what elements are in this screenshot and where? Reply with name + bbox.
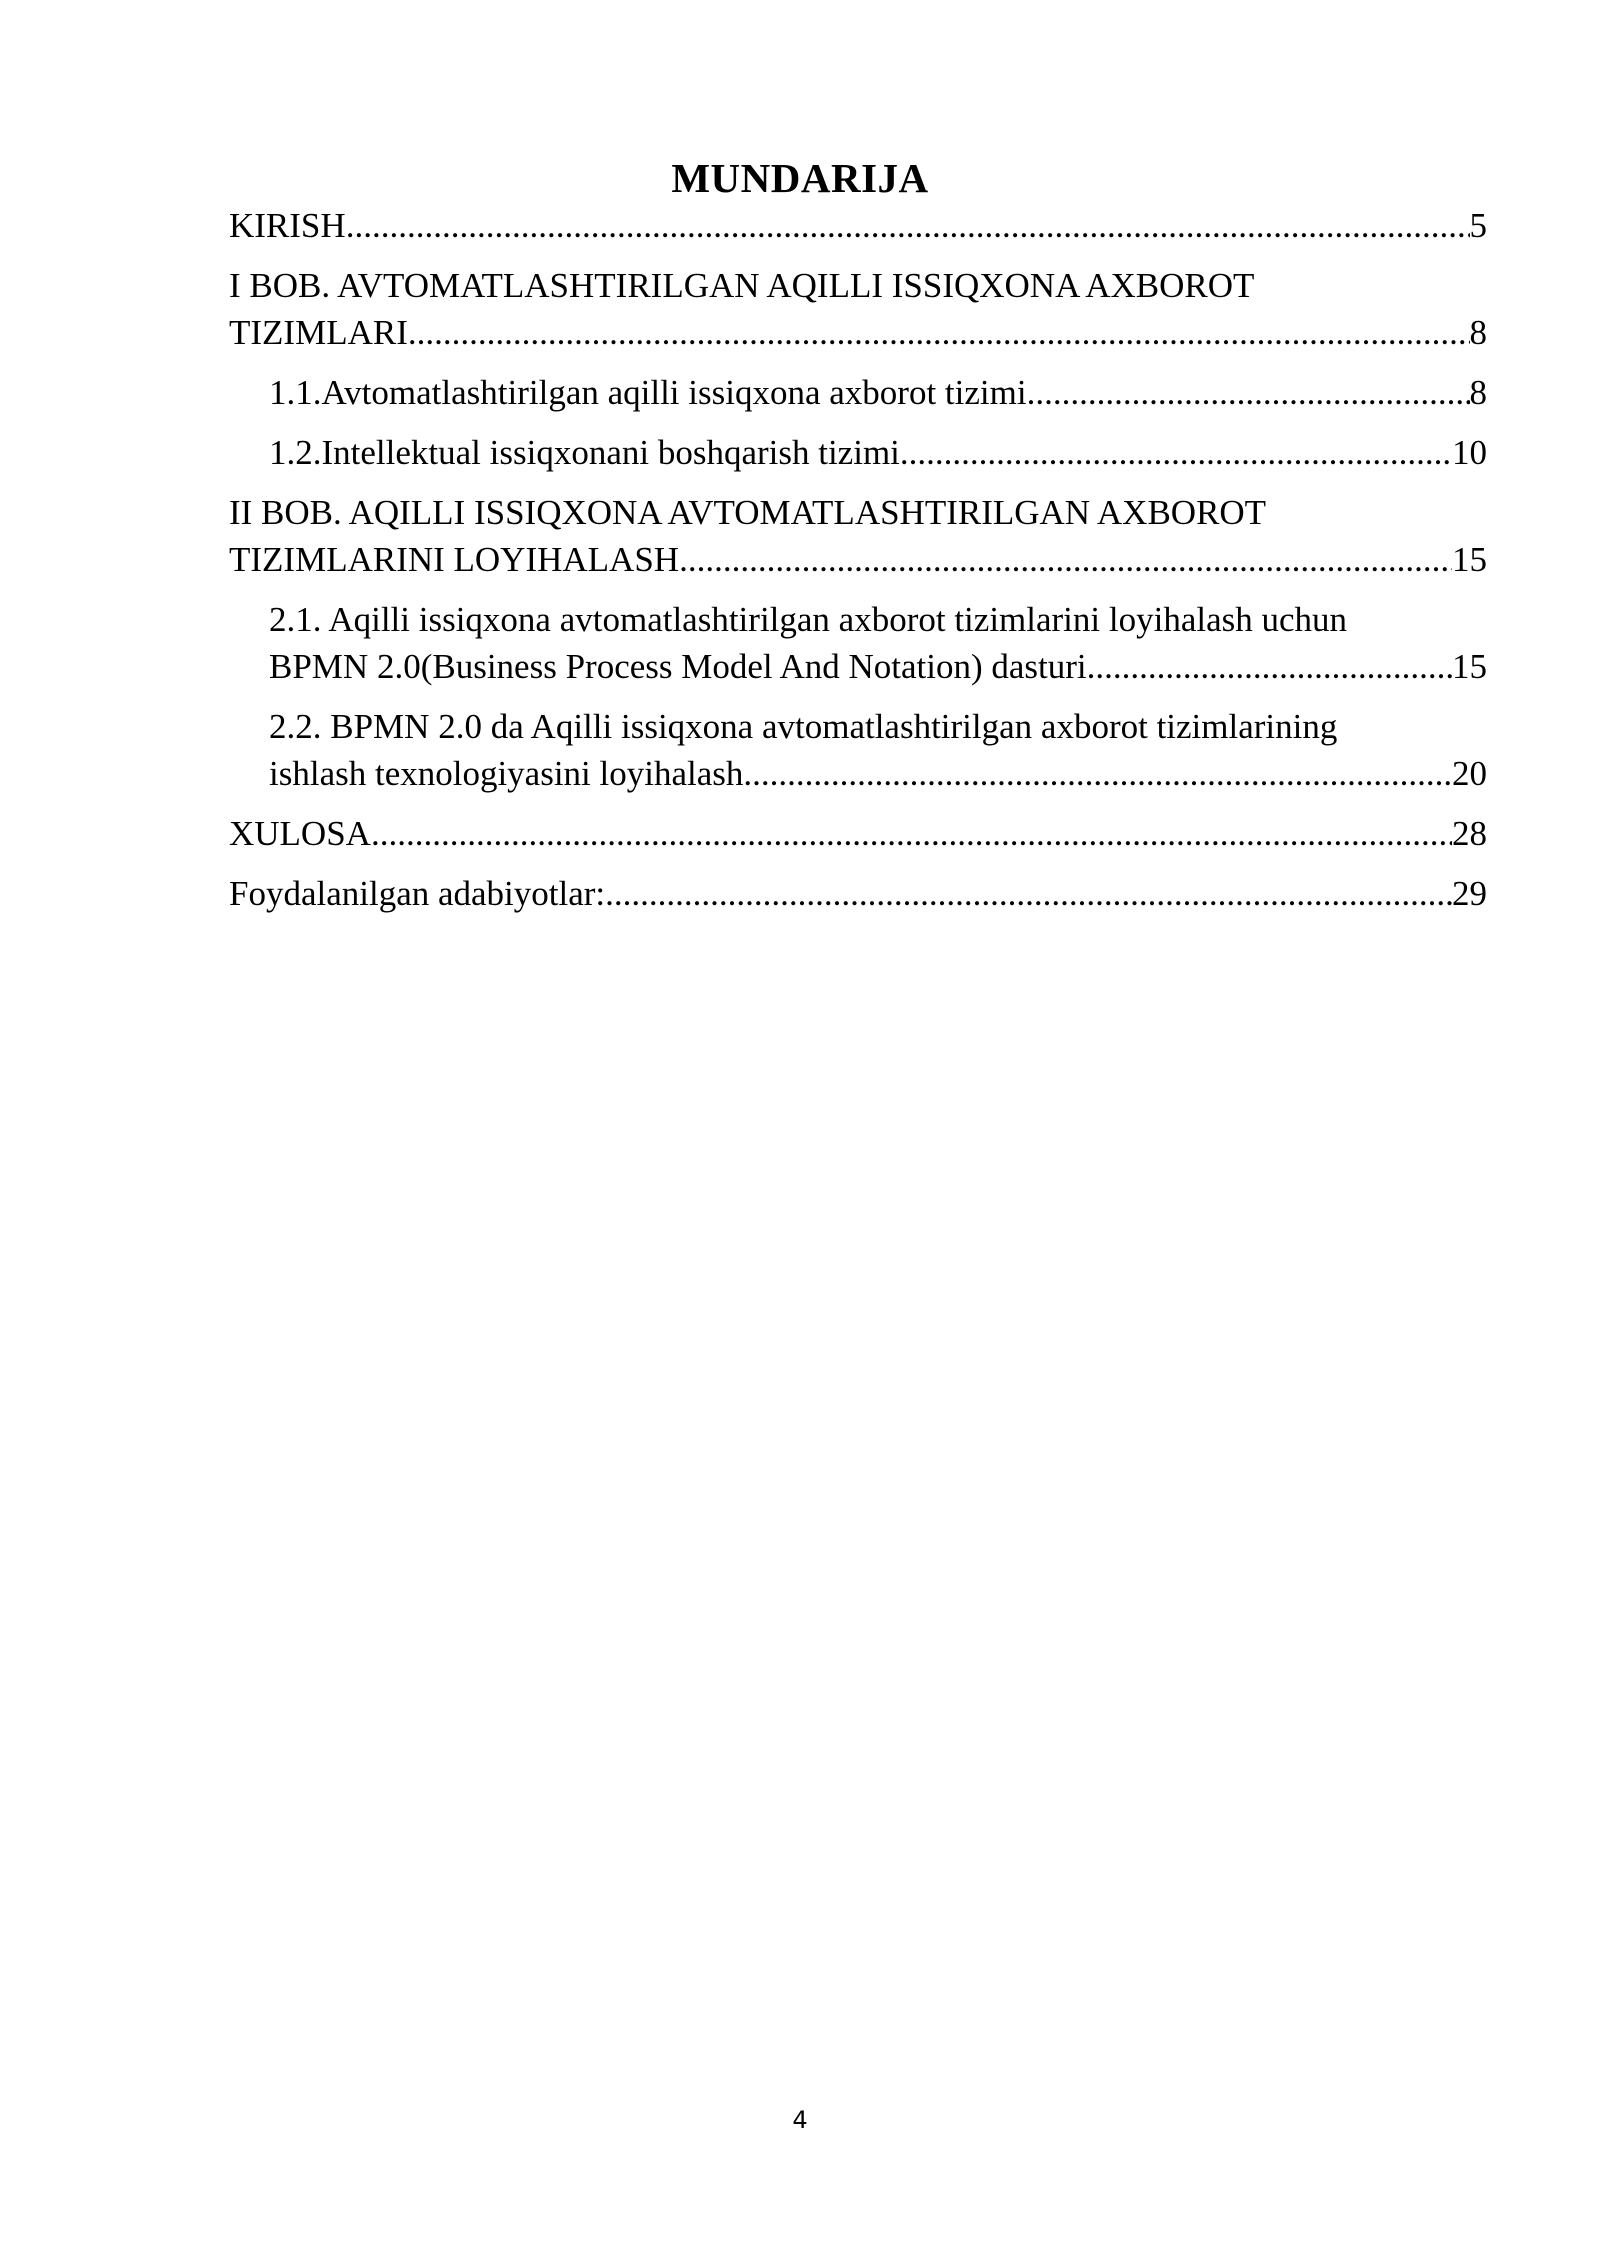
toc-entry-line [229, 536, 1487, 583]
dot-leader [346, 202, 1470, 249]
toc-entry-title-line: 2.2. BPMN 2.0 da Aqilli issiqxona avtomatlashtirilgan axborot tizimlarining [269, 707, 1338, 746]
toc-entry-title: TIZIMLARI [229, 313, 408, 352]
toc-entry-xulosa[interactable] [229, 810, 1487, 857]
toc-entry-section-2-1[interactable] [269, 596, 1487, 690]
toc-page-number: 10 [1452, 433, 1487, 472]
toc-entry-title: Foydalanilgan adabiyotlar: [229, 874, 606, 913]
toc-section-number: 1.1. [269, 373, 322, 412]
toc-page-number: 29 [1452, 874, 1487, 913]
toc-entry-title: TIZIMLARINI LOYIHALASH [229, 540, 680, 579]
dot-leader [605, 870, 1452, 917]
toc-entry-chapter-1[interactable] [229, 262, 1487, 356]
toc-entry-title: ishlash texnologiyasini loyihalash [269, 754, 744, 793]
toc-page-number: 15 [1452, 647, 1487, 686]
toc-entry-line [269, 643, 1487, 690]
toc-entry-section-1-1[interactable] [269, 369, 1487, 416]
page-title: MUNDARIJA [671, 155, 929, 201]
dot-leader [743, 750, 1452, 797]
toc-page-number: 28 [1452, 814, 1487, 853]
dot-leader [371, 810, 1452, 857]
dot-leader [408, 309, 1470, 356]
toc-entry-line [229, 202, 1487, 249]
toc-entry-section-1-2[interactable] [269, 429, 1487, 476]
dot-leader [900, 429, 1452, 476]
dot-leader [1087, 643, 1452, 690]
toc-entry-kirish[interactable] [229, 202, 1487, 249]
toc-entry-line [229, 810, 1487, 857]
toc-entry-title: BPMN 2.0(Business Process Model And Notation) dasturi [269, 647, 1087, 686]
toc-page-number: 8 [1469, 313, 1487, 352]
dot-leader [1027, 369, 1470, 416]
toc-page-number: 20 [1452, 754, 1487, 793]
toc-entry-line [229, 309, 1487, 356]
toc-page-number: 8 [1469, 373, 1487, 412]
toc-section-number: 1.2. [269, 433, 322, 472]
toc-page-number: 5 [1469, 206, 1487, 245]
toc-entry-title: Intellektual issiqxonani boshqarish tizimi [321, 433, 900, 472]
toc-entry-line [269, 750, 1487, 797]
toc-entry-line [269, 429, 1487, 476]
toc-entry-chapter-2[interactable] [229, 489, 1487, 583]
toc-entry-title-line: I BOB. AVTOMATLASHTIRILGAN AQILLI ISSIQXONA AXBOROT [229, 266, 1255, 305]
toc-entry-title-line: II BOB. AQILLI ISSIQXONA AVTOMATLASHTIRILGAN AXBOROT [229, 493, 1267, 532]
toc-entry-references[interactable] [229, 870, 1487, 917]
toc-entry-title: KIRISH [229, 206, 346, 245]
page-footer-number: 4 [792, 2106, 808, 2134]
toc-page-number: 15 [1452, 540, 1487, 579]
toc-entry-section-2-2[interactable] [269, 703, 1487, 797]
table-of-contents [229, 202, 1487, 930]
toc-entry-title: XULOSA [229, 814, 371, 853]
toc-entry-title: Avtomatlashtirilgan aqilli issiqxona axborot tizimi [321, 373, 1027, 412]
toc-entry-line [269, 369, 1487, 416]
dot-leader [679, 536, 1452, 583]
toc-entry-title-line: 2.1. Aqilli issiqxona avtomatlashtirilgan axborot tizimlarini loyihalash uchun [269, 600, 1348, 639]
toc-entry-line [229, 870, 1487, 917]
